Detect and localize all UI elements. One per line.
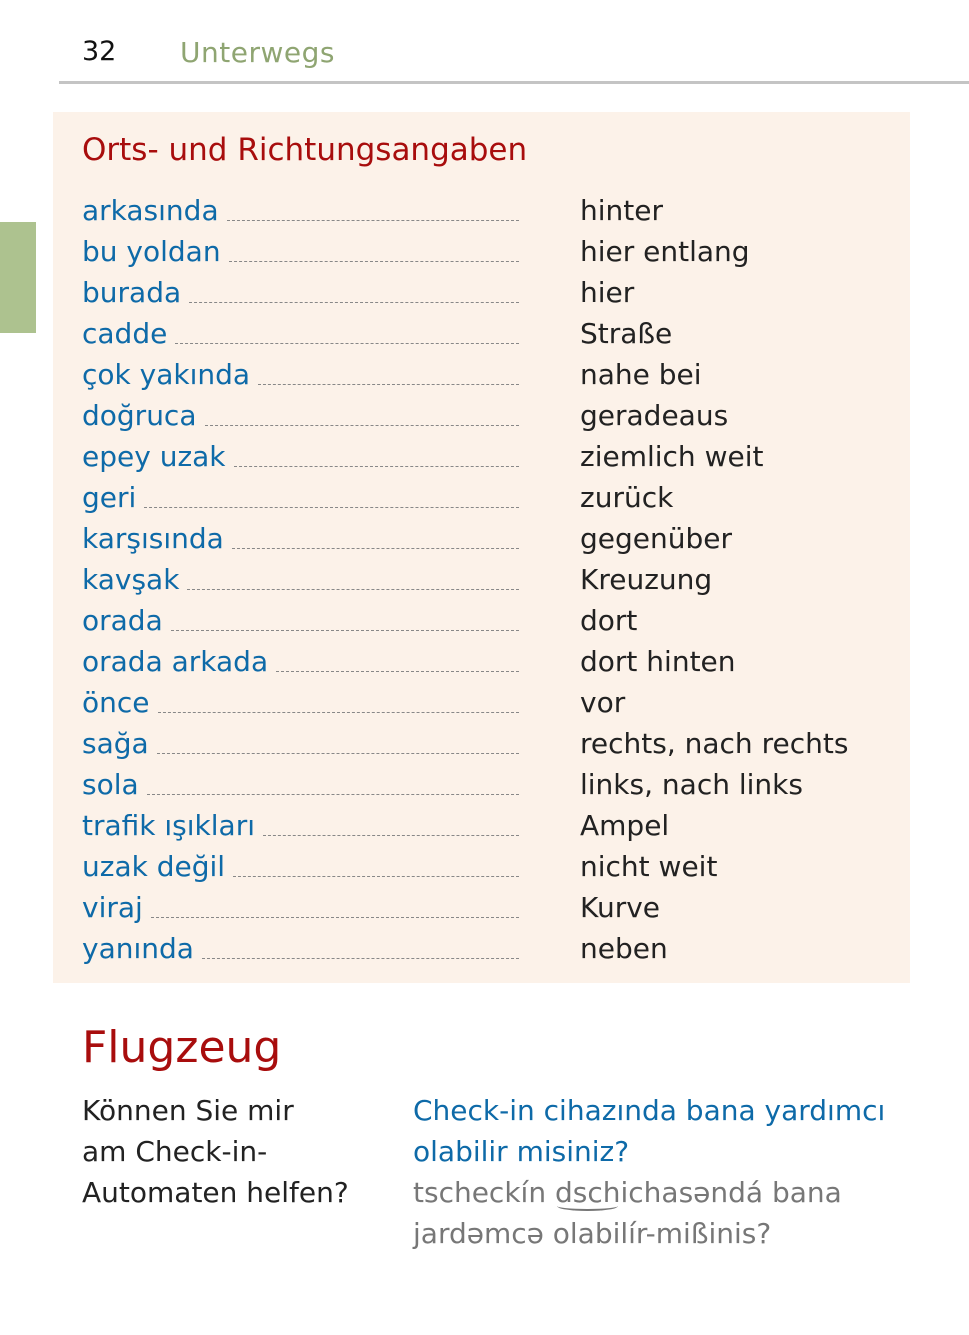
german-translation: geradeaus <box>580 399 729 432</box>
dotted-leader <box>171 630 519 631</box>
dotted-leader <box>158 712 519 713</box>
german-translation: Ampel <box>580 809 670 842</box>
turkish-term: arkasında <box>82 194 219 227</box>
vocabulary-row <box>82 928 882 969</box>
dotted-leader <box>227 220 519 221</box>
dotted-leader <box>258 384 519 385</box>
dotted-leader <box>205 425 519 426</box>
german-translation: hinter <box>580 194 663 227</box>
header-divider <box>59 81 969 84</box>
phrase-german-line: Können Sie mir <box>82 1094 294 1127</box>
vocabulary-row <box>82 518 882 559</box>
german-translation: hier <box>580 276 635 309</box>
turkish-term: trafik ışıkları <box>82 809 255 842</box>
pronunciation-line: jardəmcə olabilír-mißinis? <box>413 1217 772 1250</box>
turkish-term: çok yakında <box>82 358 251 391</box>
pron-part: tscheckín <box>413 1176 555 1209</box>
german-translation: neben <box>580 932 668 965</box>
phrase-turkish-line: Check-in cihazında bana yardımcı <box>413 1094 886 1127</box>
turkish-term: geri <box>82 481 137 514</box>
phrase-german-line: am Check-in- <box>82 1135 268 1168</box>
dotted-leader <box>157 753 519 754</box>
dotted-leader <box>147 794 519 795</box>
turkish-term: cadde <box>82 317 168 350</box>
turkish-term: doğruca <box>82 399 197 432</box>
phrase-pronunciation <box>413 1172 842 1254</box>
turkish-term: sağa <box>82 727 149 760</box>
german-translation: ziemlich weit <box>580 440 764 473</box>
vocabulary-row <box>82 395 882 436</box>
vocabulary-title: Orts- und Richtungsangaben <box>82 132 528 168</box>
turkish-term: epey uzak <box>82 440 226 473</box>
vocabulary-row <box>82 764 882 805</box>
turkish-term: bu yoldan <box>82 235 221 268</box>
phrase-turkish-line: olabilir misiniz? <box>413 1135 630 1168</box>
german-translation: vor <box>580 686 626 719</box>
page-number: 32 <box>82 36 117 67</box>
turkish-term: orada arkada <box>82 645 269 678</box>
german-translation: nahe bei <box>580 358 702 391</box>
vocabulary-box <box>53 112 910 983</box>
turkish-term: yanında <box>82 932 194 965</box>
german-translation: Straße <box>580 317 673 350</box>
dotted-leader <box>175 343 519 344</box>
vocabulary-row <box>82 887 882 928</box>
vocabulary-row <box>82 559 882 600</box>
turkish-term: sola <box>82 768 139 801</box>
phrase-german <box>82 1090 349 1213</box>
dotted-leader <box>263 835 519 836</box>
german-translation: Kreuzung <box>580 563 713 596</box>
dotted-leader <box>276 671 519 672</box>
vocabulary-list <box>82 190 882 969</box>
german-translation: zurück <box>580 481 674 514</box>
dotted-leader <box>233 876 519 877</box>
dotted-leader <box>189 302 519 303</box>
vocabulary-row <box>82 190 882 231</box>
turkish-term: uzak değil <box>82 850 226 883</box>
vocabulary-row <box>82 436 882 477</box>
dotted-leader <box>229 261 519 262</box>
chapter-tab-marker <box>0 222 36 333</box>
vocabulary-row <box>82 641 882 682</box>
dotted-leader <box>187 589 519 590</box>
german-translation: rechts, nach rechts <box>580 727 849 760</box>
phrase-turkish <box>413 1090 885 1172</box>
dotted-leader <box>232 548 519 549</box>
vocabulary-row <box>82 313 882 354</box>
dotted-leader <box>144 507 519 508</box>
vocabulary-row <box>82 477 882 518</box>
turkish-term: viraj <box>82 891 143 924</box>
dotted-leader <box>234 466 519 467</box>
section-title: Flugzeug <box>82 1022 282 1073</box>
dotted-leader <box>151 917 519 918</box>
turkish-term: kavşak <box>82 563 180 596</box>
section-header: Unterwegs <box>180 36 335 69</box>
pron-part: ichasəndá bana <box>620 1176 842 1209</box>
turkish-term: önce <box>82 686 150 719</box>
vocabulary-row <box>82 805 882 846</box>
german-translation: dort hinten <box>580 645 736 678</box>
vocabulary-row <box>82 272 882 313</box>
vocabulary-row <box>82 723 882 764</box>
phrase-german-line: Automaten helfen? <box>82 1176 349 1209</box>
german-translation: links, nach links <box>580 768 803 801</box>
vocabulary-row <box>82 600 882 641</box>
vocabulary-row <box>82 846 882 887</box>
german-translation: Kurve <box>580 891 661 924</box>
german-translation: nicht weit <box>580 850 718 883</box>
pronunciation-line <box>413 1172 842 1213</box>
pron-ligature: dsch <box>555 1172 621 1213</box>
vocabulary-row <box>82 231 882 272</box>
german-translation: dort <box>580 604 638 637</box>
german-translation: hier entlang <box>580 235 750 268</box>
dotted-leader <box>202 958 519 959</box>
turkish-term: burada <box>82 276 182 309</box>
vocabulary-row <box>82 354 882 395</box>
turkish-term: orada <box>82 604 163 637</box>
german-translation: gegenüber <box>580 522 733 555</box>
turkish-term: karşısında <box>82 522 224 555</box>
vocabulary-row <box>82 682 882 723</box>
